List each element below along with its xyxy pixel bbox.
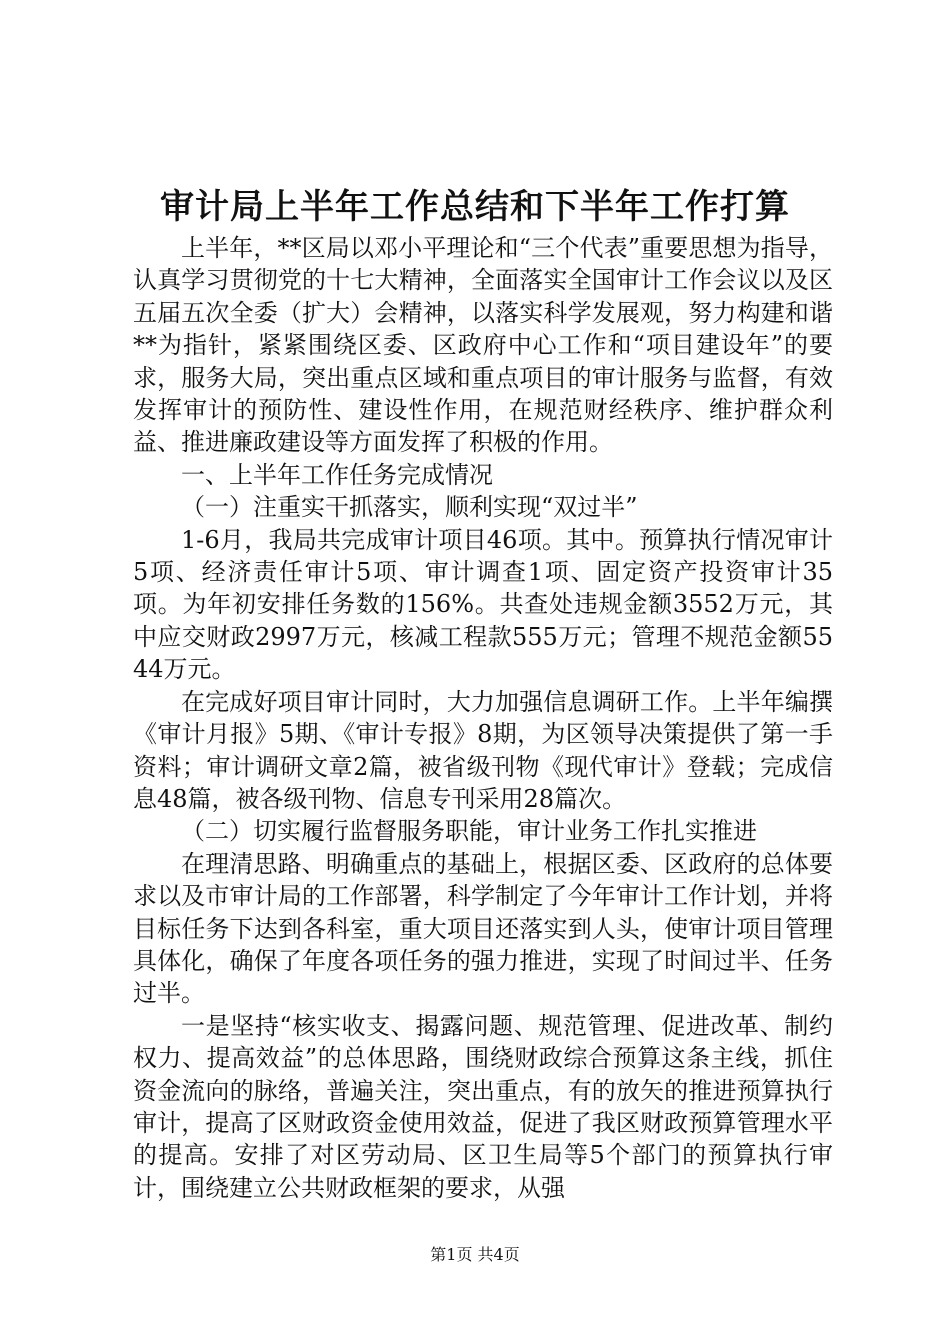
section-heading-1: 一、上半年工作任务完成情况 [181,460,493,489]
paragraph-budget-audit: 一是坚持“核实收支、揭露问题、规范管理、促进改革、制约权力、提高效益”的总体思路，围绕财政综合预算这条主线，抓住资金流向的脉络，普遍关注，突出重点，有的放矢的推进预算执行审计，提高了区财政资金使用效益，促进了我区财政预算管理水平的提高。安排了对区劳动局、区卫生局等5个部门的预算执行审计，围绕建立公共财政框架的要求，从强 [133,1011,833,1202]
subsection-heading-1: （一）注重实干抓落实，顺利实现“双过半” [181,493,638,522]
subsection-heading-2: （二）切实履行监督服务职能，审计业务工作扎实推进 [181,817,757,846]
paragraph-statistics: 1-6月，我局共完成审计项目46项。其中。预算执行情况审计5项、经济责任审计5项、审计调查1项、固定资产投资审计35项。为年初安排任务数的156%。共查处违规金额3552万元，其中应交财政2997万元，核减工程款555万元；管理不规范金额5544万元。 [133,525,833,684]
page-number-footer: 第1页 共4页 [430,1245,520,1264]
paragraph-information-research: 在完成好项目审计同时，大力加强信息调研工作。上半年编撰《审计月报》5期、《审计专报》8期，为区领导决策提供了第一手资料；审计调研文章2篇，被省级刊物《现代审计》登载；完成信息48篇，被各级刊物、信息专刊采用28篇次。 [133,687,833,813]
document-title: 审计局上半年工作总结和下半年工作打算 [160,187,790,227]
paragraph-planning: 在理清思路、明确重点的基础上，根据区委、区政府的总体要求以及市审计局的工作部署，科学制定了今年审计工作计划，并将目标任务下达到各科室，重大项目还落实到人头，使审计项目管理具体化，确保了年度各项任务的强力推进，实现了时间过半、任务过半。 [133,849,833,1008]
document-body [133,232,833,1204]
paragraph-intro: 上半年，**区局以邓小平理论和“三个代表”重要思想为指导，认真学习贯彻党的十七大精神，全面落实全国审计工作会议以及区五届五次全委（扩大）会精神，以落实科学发展观，努力构建和谐**为指针，紧紧围绕区委、区政府中心工作和“项目建设年”的要求，服务大局，突出重点区域和重点项目的审计服务与监督，有效发挥审计的预防性、建设性作用，在规范财经秩序、维护群众利益、推进廉政建设等方面发挥了积极的作用。 [133,234,833,457]
